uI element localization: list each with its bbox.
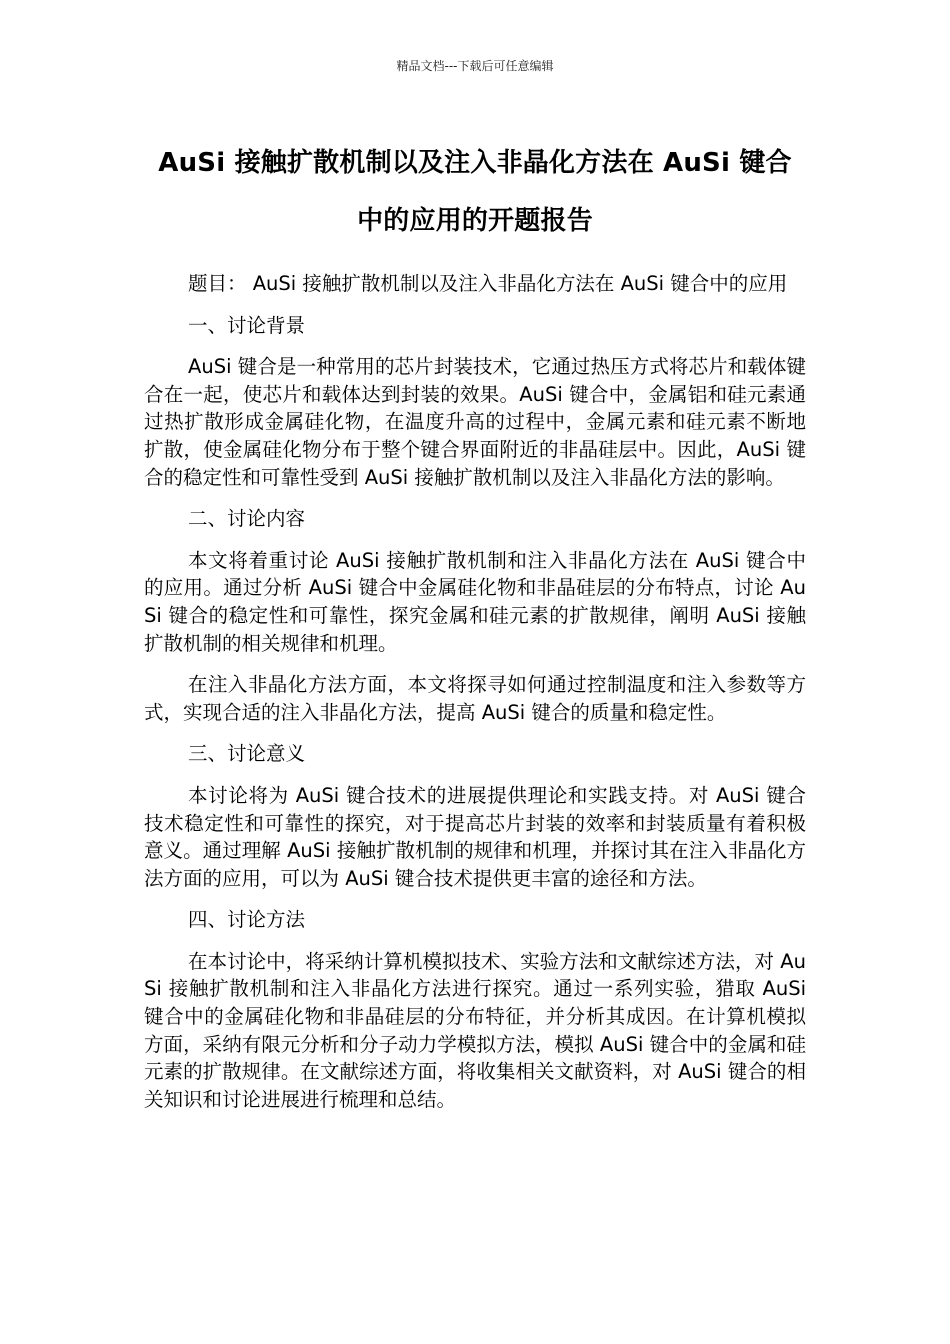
document-title — [130, 134, 820, 250]
background-paragraph: AuSi 键合是一种常用的芯片封装技术，它通过热压方式将芯片和载体键合在一起，使芯片和载体达到封装的效果。AuSi 键合中，金属铝和硅元素通过热扩散形成金属硅化物，在温度升高的过程中，金属元素和硅元素不断地扩散，使金属硅化物分布于整个键合界面附近的非晶硅层中。因此，AuSi 键合的稳定性和可靠性受到 AuSi 接触扩散机制以及注入非晶化方法的影响。 — [144, 355, 806, 489]
section-heading-content: 二、讨论内容 — [188, 507, 306, 531]
section-heading-background: 一、讨论背景 — [188, 313, 306, 337]
title-line-1: AuSi 接触扩散机制以及注入非晶化方法在 AuSi 键合 — [158, 148, 792, 178]
document-body — [144, 270, 806, 1127]
section-heading-methods: 四、讨论方法 — [188, 908, 306, 932]
content-paragraph-1: 本文将着重讨论 AuSi 接触扩散机制和注入非晶化方法在 AuSi 键合中的应用。通过分析 AuSi 键合中金属硅化物和非晶硅层的分布特点，讨论 AuSi 键合的稳定性和可靠性，探究金属和硅元素的扩散规律，阐明 AuSi 接触扩散机制的相关规律和机理。 — [144, 548, 806, 655]
significance-paragraph: 本讨论将为 AuSi 键合技术的进展提供理论和实践支持。对 AuSi 键合技术稳定性和可靠性的探究，对于提高芯片封装的效率和封装质量有着积极意义。通过理解 AuSi 接触扩散机制的规律和机理，并探讨其在注入非晶化方法方面的应用，可以为 AuSi 键合技术提供更丰富的途径和方法。 — [144, 783, 806, 890]
title-line-2: 中的应用的开题报告 — [357, 206, 593, 236]
topic-line: 题目： AuSi 接触扩散机制以及注入非晶化方法在 AuSi 键合中的应用 — [188, 272, 788, 295]
methods-paragraph: 在本讨论中，将采纳计算机模拟技术、实验方法和文献综述方法，对 AuSi 接触扩散机制和注入非晶化方法进行探究。通过一系列实验，猎取 AuSi 键合中的金属硅化物和非晶硅层的分布特征，并分析其成因。在计算机模拟方面，采纳有限元分析和分子动力学模拟方法，模拟 AuSi 键合中的金属和硅元素的扩散规律。在文献综述方面，将收集相关文献资料，对 AuSi 键合的相关知识和讨论进展进行梳理和总结。 — [144, 949, 806, 1111]
content-paragraph-2: 在注入非晶化方法方面，本文将探寻如何通过控制温度和注入参数等方式，实现合适的注入非晶化方法，提高 AuSi 键合的质量和稳定性。 — [144, 673, 806, 724]
page-header: 精品文档---下载后可任意编辑 — [396, 59, 554, 73]
section-heading-significance: 三、讨论意义 — [188, 742, 306, 766]
